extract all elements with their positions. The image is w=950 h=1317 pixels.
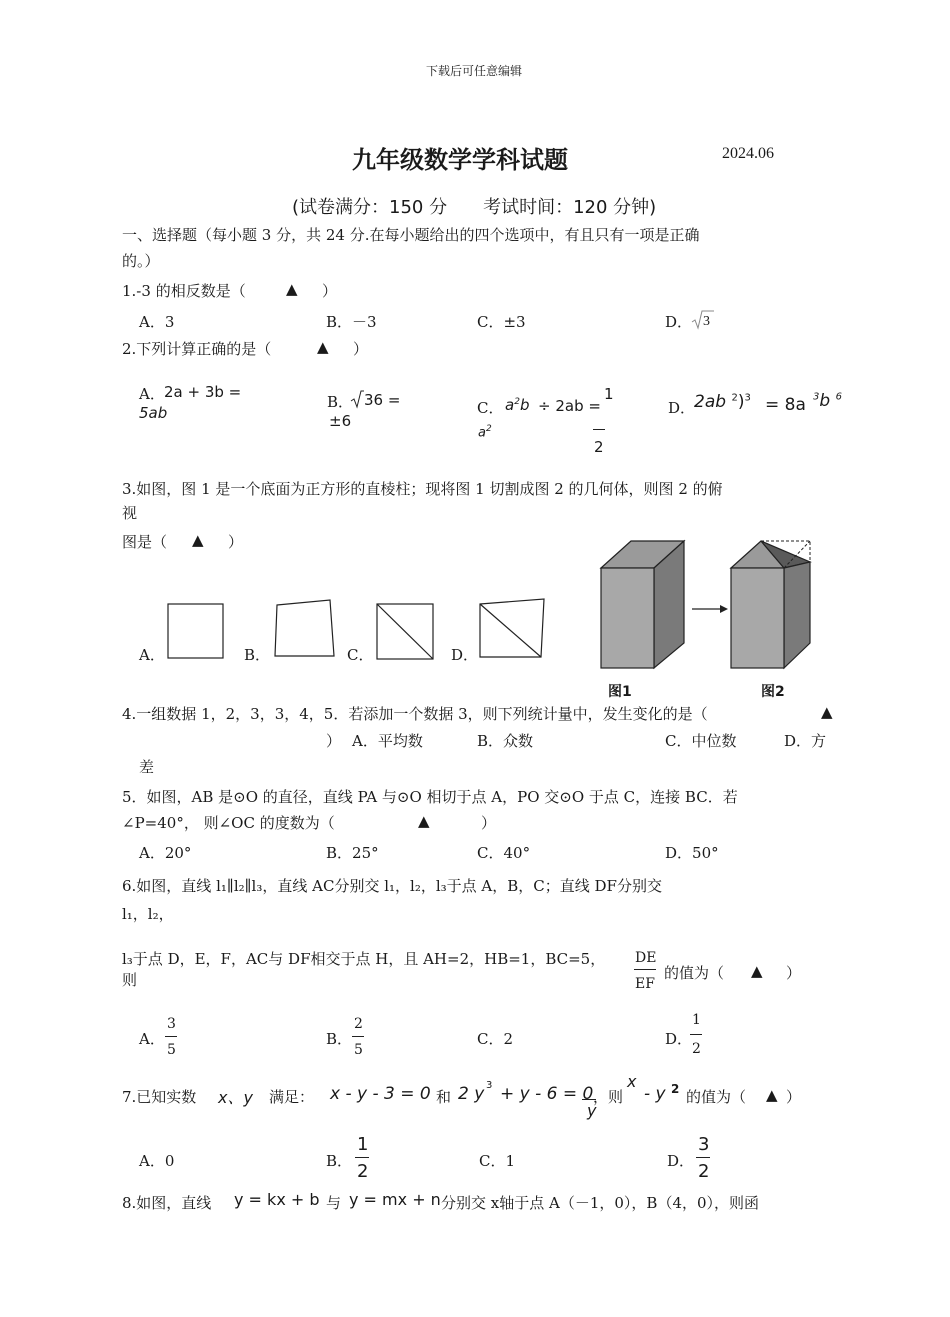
fraction-bar [690, 1034, 702, 1035]
q8-line1: 8.如图，直线 [122, 1194, 212, 1212]
q6-option-a-num: 3 [167, 1016, 176, 1032]
q7-option-b-num: 1 [357, 1134, 369, 1155]
q8-eq1: y = kx + b [234, 1190, 320, 1209]
q2-close: ） [353, 340, 369, 358]
sqrt-icon [350, 389, 364, 409]
q1-option-b: B．－3 [326, 313, 377, 331]
q2-option-b-expr: 36 = [364, 391, 401, 409]
q5-option-a: A．20° [139, 844, 192, 862]
q7-option-b-label: B． [326, 1152, 353, 1170]
q7-eq1: x - y - 3 = 0 [330, 1084, 431, 1104]
fraction-bar [165, 1036, 177, 1037]
q7-option-d-den: 2 [698, 1161, 710, 1182]
q7-option-d-label: D． [667, 1152, 695, 1170]
q2-option-b-label: B． [327, 393, 354, 411]
q6-after: 的值为（ [664, 964, 725, 982]
answer-mark: ▲ [418, 812, 430, 830]
q6-option-d-den: 2 [692, 1041, 701, 1057]
q5-close: ） [481, 814, 497, 832]
q2-option-d-rhs2: $^3$b $^6$ [813, 391, 842, 411]
q4-option-b: B．众数 [477, 732, 534, 750]
q6-option-b-den: 5 [354, 1042, 363, 1058]
answer-mark: ▲ [286, 280, 298, 298]
exam-subtitle: (试卷满分：150 分 考试时间：120 分钟) [292, 197, 657, 218]
q7-vars: x、y [218, 1088, 253, 1107]
q7-satisfy: 满足： [269, 1088, 315, 1106]
q1-stem: 1.-3 的相反数是（ [122, 282, 246, 300]
q3-line1: 3.如图，图 1 是一个底面为正方形的直棱柱；现将图 1 切割成图 2 的几何体，则图 2 的俯 [122, 480, 723, 498]
q6-option-a-label: A． [139, 1030, 165, 1048]
q6-option-b-label: B． [326, 1030, 353, 1048]
answer-mark: ▲ [192, 531, 204, 549]
q7-minus: - y [644, 1084, 666, 1104]
q6-line3: l₃于点 D，E，F，AC与 DF相交于点 H，且 AH=2，HB=1，BC=5， [122, 950, 606, 968]
q4-option-c: C．中位数 [665, 732, 737, 750]
figure2-label: 图2 [761, 684, 785, 700]
q6-close: ） [786, 964, 802, 982]
q2-stem: 2.下列计算正确的是（ [122, 340, 272, 358]
q2-option-c-a2b: $a^2b$ [505, 396, 530, 414]
q7-option-d-num: 3 [698, 1134, 710, 1155]
header-note: 下载后可任意编辑 [426, 64, 523, 78]
q7-option-c: C．1 [479, 1152, 516, 1170]
q5-line2: ∠P=40°， 则∠OC 的度数为（ [122, 814, 335, 832]
q2-option-a-expr2: 5ab [139, 404, 168, 422]
q6-frac-num: DE [635, 950, 657, 966]
fraction-bar [634, 969, 656, 970]
q7-option-a: A．0 [139, 1152, 175, 1170]
q7-close: ） [786, 1088, 802, 1106]
q4-tail: 差 [139, 758, 155, 776]
q2-option-c-a2: $a^2$ [478, 424, 492, 441]
answer-mark: ▲ [751, 962, 763, 980]
q6-option-c: C．2 [477, 1030, 514, 1048]
page-title: 九年级数学学科试题 [352, 146, 568, 174]
section-heading-line1: 一、选择题（每小题 3 分，共 24 分.在每小题给出的四个选项中，有且只有一项是正确 [122, 226, 700, 244]
q2-option-d-rhs: = 8a [765, 395, 806, 415]
q1-option-c: C．±3 [477, 313, 526, 331]
q2-option-d-label: D． [668, 399, 696, 417]
q6-option-a-den: 5 [167, 1042, 176, 1058]
q7-option-b-den: 2 [357, 1161, 369, 1182]
figure1-label: 图1 [608, 684, 632, 700]
q2-option-c-den: 2 [594, 438, 604, 456]
q7-exp2: 2 [671, 1082, 680, 1096]
fraction-bar [352, 1036, 364, 1037]
q3-option-d: D． [451, 646, 479, 664]
q7-value: 的值为（ [686, 1088, 747, 1106]
q3-line3: 图是（ [122, 533, 168, 551]
prism-figure [596, 538, 818, 700]
q5-line1: 5．如图，AB 是⊙O 的直径，直线 PA 与⊙O 相切于点 A，PO 交⊙O 于点 C，连接 BC．若 [122, 788, 738, 806]
q5-option-b: B．25° [326, 844, 379, 862]
q1-close: ） [322, 282, 338, 300]
q7-eq2b: + y - 6 = 0 [500, 1084, 594, 1104]
q6-line1: 6.如图，直线 l₁∥l₂∥l₃，直线 AC分别交 l₁，l₂，l₃于点 A，B，C；直线 DF分别交 [122, 877, 662, 895]
square-diagonal-view-c [374, 601, 436, 661]
q6-option-b-num: 2 [354, 1016, 363, 1032]
q2-option-a-expr: 2a + 3b = [164, 383, 242, 401]
q3-option-a: A． [139, 646, 165, 664]
quad-view-b [272, 597, 338, 661]
q7-frac-x: x [627, 1072, 637, 1091]
q3-option-b: B． [244, 646, 271, 664]
q4-option-a: A．平均数 [352, 732, 423, 750]
answer-mark: ▲ [821, 703, 833, 721]
fraction-bar [355, 1157, 369, 1158]
svg-text:3: 3 [703, 314, 710, 329]
q7-and: 和 [436, 1088, 452, 1106]
exam-date: 2024.06 [722, 145, 774, 162]
q5-option-c: C．40° [477, 844, 531, 862]
q4-option-d: D．方 [784, 732, 827, 750]
quad-diagonal-view-d [476, 596, 548, 662]
fraction-bar [582, 1099, 596, 1100]
q7-then: ，则 [593, 1088, 624, 1106]
q7-frac-y: y [587, 1101, 597, 1120]
q6-option-d-num: 1 [692, 1012, 701, 1028]
q4-line1: 4.一组数据 1，2，3，3，4，5．若添加一个数据 3，则下列统计量中，发生变化的是（ [122, 705, 708, 723]
q8-rest: 分别交 x轴于点 A（－1，0），B（4，0），则函 [441, 1194, 760, 1212]
q4-close: ） [326, 732, 342, 750]
q5-option-d: D．50° [665, 844, 719, 862]
square-view-a [166, 601, 226, 661]
q8-and: 与 [326, 1194, 342, 1212]
q6-line3b: 则 [122, 971, 138, 989]
q2-option-b-expr2: ±6 [329, 412, 352, 430]
section-heading-line2: 的。） [122, 252, 160, 270]
answer-mark: ▲ [766, 1086, 778, 1104]
q6-option-d-label: D． [665, 1030, 693, 1048]
q2-option-a-label: A． [139, 385, 165, 403]
sqrt3-icon [690, 308, 716, 330]
q8-eq2: y = mx + n [349, 1190, 441, 1209]
q1-option-d: D． [665, 313, 693, 331]
answer-mark: ▲ [317, 338, 329, 356]
q2-option-d-lhs: 2ab $^2$)$^3$ [694, 392, 751, 412]
q2-option-c-expr: ÷ 2ab = [538, 397, 601, 415]
q2-option-c-label: C． [477, 399, 504, 417]
q7-exp3: 3 [486, 1080, 493, 1091]
q7-stem: 7.已知实数 [122, 1088, 197, 1106]
q1-option-a: A．3 [139, 313, 175, 331]
q6-line2: l₁，l₂， [122, 905, 174, 923]
q3-line2: 视 [122, 504, 138, 522]
q3-close: ） [228, 533, 244, 551]
fraction-bar [593, 429, 605, 430]
q2-option-c-num: 1 [604, 385, 614, 403]
fraction-bar [696, 1157, 710, 1158]
q6-frac-den: EF [635, 976, 655, 992]
q3-option-c: C． [347, 646, 374, 664]
q7-eq2: 2 y [458, 1084, 485, 1104]
